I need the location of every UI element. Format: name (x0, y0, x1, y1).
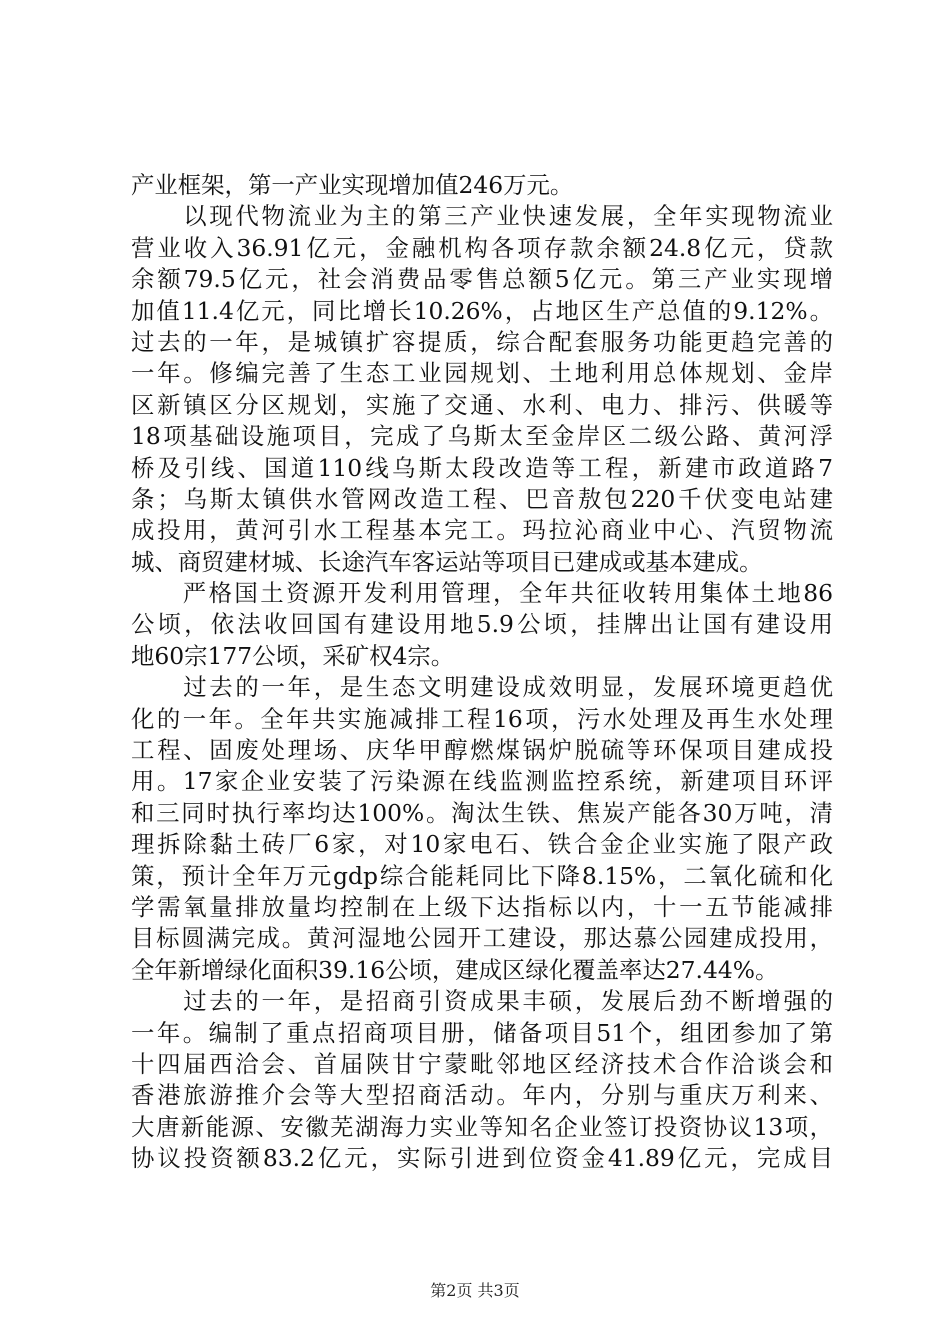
text-line: 桥及引线、国道110线乌斯太段改造等工程，新建市政道路7 (131, 453, 833, 482)
text-line: 和三同时执行率均达100%。淘汰生铁、焦炭产能各30万吨，清 (131, 798, 833, 827)
text-line: 一年。修编完善了生态工业园规划、土地利用总体规划、金岸 (131, 359, 833, 388)
text-line: 理拆除黏土砖厂6家，对10家电石、铁合金企业实施了限产政 (131, 830, 833, 859)
text-line: 策，预计全年万元gdp综合能耗同比下降8.15%，二氧化硫和化 (131, 861, 833, 890)
text-line: 严格国土资源开发利用管理，全年共征收转用集体土地86 (131, 579, 833, 608)
text-line: 产业框架，第一产业实现增加值246万元。 (131, 171, 574, 199)
text-line: 营业收入36.91亿元，金融机构各项存款余额24.8亿元，贷款 (131, 233, 833, 262)
text-line: 全年新增绿化面积39.16公顷，建成区绿化覆盖率达27.44%。 (131, 955, 779, 984)
text-line: 用。17家企业安装了污染源在线监测监控系统，新建项目环评 (131, 767, 833, 796)
text-line: 协议投资额83.2亿元，实际引进到位资金41.89亿元，完成目 (131, 1144, 833, 1173)
text-line: 过去的一年，是城镇扩容提质，综合配套服务功能更趋完善的 (131, 327, 833, 356)
text-line: 过去的一年，是招商引资成果丰硕，发展后劲不断增强的 (131, 987, 833, 1016)
text-line: 十四届西洽会、首届陕甘宁蒙毗邻地区经济技术合作洽谈会和 (131, 1049, 833, 1078)
text-line: 地60宗177公顷，采矿权4宗。 (131, 641, 455, 670)
page-footer: 第2页 共3页 (430, 1281, 520, 1300)
text-line: 化的一年。全年共实施减排工程16项，污水处理及再生水处理 (131, 704, 833, 733)
text-line: 加值11.4亿元，同比增长10.26%，占地区生产总值的9.12%。 (131, 296, 833, 325)
text-line: 区新镇区分区规划，实施了交通、水利、电力、排污、供暖等 (131, 390, 833, 419)
text-line: 香港旅游推介会等大型招商活动。年内，分别与重庆万利来、 (131, 1081, 833, 1110)
text-line: 条；乌斯太镇供水管网改造工程、巴音敖包220千伏变电站建 (131, 484, 833, 513)
text-line: 以现代物流业为主的第三产业快速发展，全年实现物流业 (131, 202, 833, 231)
text-line: 公顷，依法收回国有建设用地5.9公顷，挂牌出让国有建设用 (131, 610, 833, 639)
text-line: 目标圆满完成。黄河湿地公园开工建设，那达慕公园建成投用， (131, 924, 833, 953)
text-line: 工程、固废处理场、庆华甲醇燃煤锅炉脱硫等环保项目建成投 (131, 736, 833, 765)
text-line: 18项基础设施项目，完成了乌斯太至金岸区二级公路、黄河浮 (131, 422, 833, 451)
text-line: 余额79.5亿元，社会消费品零售总额5亿元。第三产业实现增 (131, 265, 833, 294)
text-line: 大唐新能源、安徽芜湖海力实业等知名企业签订投资协议13项， (131, 1112, 833, 1141)
text-line: 过去的一年，是生态文明建设成效明显，发展环境更趋优 (131, 673, 833, 702)
text-line: 学需氧量排放量均控制在上级下达指标以内，十一五节能减排 (131, 892, 833, 921)
text-line: 一年。编制了重点招商项目册，储备项目51个，组团参加了第 (131, 1018, 833, 1047)
text-line: 城、商贸建材城、长途汽车客运站等项目已建成或基本建成。 (131, 547, 763, 576)
body-text (131, 170, 833, 1175)
text-line: 成投用，黄河引水工程基本完工。玛拉沁商业中心、汽贸物流 (131, 516, 833, 545)
